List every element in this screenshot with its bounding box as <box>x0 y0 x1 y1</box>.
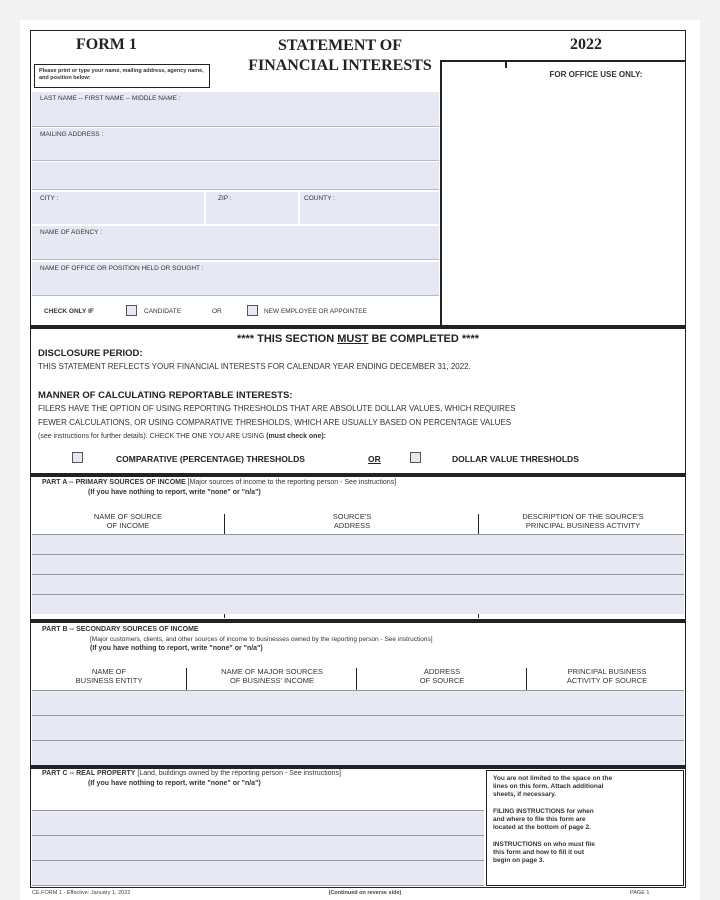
table-row[interactable] <box>32 690 684 715</box>
part-b-table <box>32 690 684 765</box>
county-label: COUNTY : <box>304 195 335 202</box>
candidate-check-row <box>32 300 439 324</box>
table-row[interactable] <box>32 574 684 594</box>
comparative-checkbox[interactable] <box>72 452 83 463</box>
side-note-line: begin on page 3. <box>493 857 545 864</box>
print-note: Please print or type your name, mailing address, agency name, and position below: <box>39 68 204 81</box>
part-c-nothing-note: (If you have nothing to report, write "none" or "n/a") <box>88 780 261 787</box>
agency-field[interactable] <box>32 226 439 260</box>
mailing-address-label: MAILING ADDRESS : <box>40 131 104 138</box>
part-b-nothing-note: (If you have nothing to report, write "none" or "n/a") <box>90 645 263 652</box>
part-a-col-activity: DESCRIPTION OF THE SOURCE'S PRINCIPAL BUSINESS ACTIVITY <box>522 512 644 530</box>
table-row[interactable] <box>32 810 484 835</box>
manner-line3: (see instructions for further details). CHECK THE ONE YOU ARE USING (must check one): <box>38 433 327 440</box>
comparative-label: COMPARATIVE (PERCENTAGE) THRESHOLDS <box>116 454 305 464</box>
table-row[interactable] <box>32 835 484 860</box>
part-b-title: PART B -- SECONDARY SOURCES OF INCOME <box>42 626 199 633</box>
part-b-note: [Major customers, clients, and other sources of income to businesses owned by the reporting person - See instructions] <box>90 636 433 643</box>
city-field[interactable] <box>32 192 204 224</box>
manner-line2: FEWER CALCULATIONS, OR USING COMPARATIVE THRESHOLDS, WHICH ARE USUALLY BASED ON PERCENTAGE VALUES <box>38 418 512 427</box>
table-row[interactable] <box>32 740 684 765</box>
city-label: CITY : <box>40 195 59 202</box>
form-label: FORM 1 <box>76 36 137 53</box>
name-label: LAST NAME -- FIRST NAME -- MIDDLE NAME : <box>40 95 181 102</box>
table-row[interactable] <box>32 860 484 886</box>
side-note-line: located at the bottom of page 2. <box>493 824 591 831</box>
table-row[interactable] <box>32 534 684 554</box>
part-c-table <box>32 810 484 886</box>
table-row[interactable] <box>32 594 684 614</box>
side-note-line: sheets, if necessary. <box>493 791 557 798</box>
part-b-col-activity: PRINCIPAL BUSINESS ACTIVITY OF SOURCE <box>566 667 648 685</box>
new-employee-label: NEW EMPLOYEE OR APPOINTEE <box>264 308 367 315</box>
form-year: 2022 <box>570 36 602 53</box>
zip-field[interactable] <box>206 192 298 224</box>
county-field[interactable] <box>300 192 439 224</box>
part-b-col-address: ADDRESS OF SOURCE <box>419 667 465 685</box>
disclosure-title: DISCLOSURE PERIOD: <box>38 348 143 359</box>
side-note-line: this form and how to fill it out <box>493 849 584 856</box>
office-field[interactable] <box>32 262 439 296</box>
side-note-line: You are not limited to the space on the <box>493 775 613 782</box>
footer-left: CE FORM 1 - Effective: January 1, 2022 <box>32 890 131 896</box>
side-note-line: and where to file this form are <box>493 816 586 823</box>
table-row[interactable] <box>32 554 684 574</box>
table-row[interactable] <box>32 715 684 740</box>
must-complete-heading: **** THIS SECTION MUST BE COMPLETED **** <box>236 333 480 345</box>
dollar-value-checkbox[interactable] <box>410 452 421 463</box>
office-use-label: FOR OFFICE USE ONLY: <box>549 70 643 79</box>
part-a-nothing-note: (If you have nothing to report, write "none" or "n/a") <box>88 489 261 496</box>
check-only-label: CHECK ONLY IF <box>44 308 94 315</box>
or-label: OR <box>212 308 222 315</box>
mailing-address-line2-field[interactable] <box>32 162 439 190</box>
side-note-line: INSTRUCTIONS on who must file <box>493 841 595 848</box>
side-notes-box <box>486 770 684 886</box>
part-a-table <box>32 534 684 614</box>
footer-page-number: PAGE 1 <box>630 890 650 896</box>
part-a-title: PART A -- PRIMARY SOURCES OF INCOME [Major sources of income to the reporting person - See instructions] <box>42 479 397 486</box>
office-label: NAME OF OFFICE OR POSITION HELD OR SOUGHT : <box>40 265 204 272</box>
disclosure-text: THIS STATEMENT REFLECTS YOUR FINANCIAL INTERESTS FOR CALENDAR YEAR ENDING DECEMBER 31, 2022. <box>38 362 471 371</box>
print-note-box <box>34 64 210 88</box>
candidate-checkbox[interactable] <box>126 305 137 316</box>
new-employee-checkbox[interactable] <box>247 305 258 316</box>
mailing-address-field[interactable] <box>32 128 439 161</box>
name-field[interactable] <box>32 92 439 127</box>
side-note-line: lines on this form. Attach additional <box>493 783 604 790</box>
dollar-value-label: DOLLAR VALUE THRESHOLDS <box>452 454 579 464</box>
footer-center: (Continued on reverse side) <box>328 890 402 896</box>
threshold-or-label: OR <box>368 454 381 464</box>
side-note-line: FILING INSTRUCTIONS for when <box>493 808 594 815</box>
part-a-col-name: NAME OF SOURCE OF INCOME <box>93 512 163 530</box>
form-page <box>20 20 700 900</box>
part-a-col-address: SOURCE'S ADDRESS <box>332 512 372 530</box>
part-c-title: PART C -- REAL PROPERTY [Land, buildings owned by the reporting person - See instructions] <box>42 770 341 777</box>
manner-title: MANNER OF CALCULATING REPORTABLE INTERESTS: <box>38 390 293 401</box>
part-b-col-major-sources: NAME OF MAJOR SOURCES OF BUSINESS' INCOME <box>221 667 323 685</box>
part-b-col-entity: NAME OF BUSINESS ENTITY <box>75 667 143 685</box>
zip-label: ZIP : <box>218 195 232 202</box>
agency-label: NAME OF AGENCY : <box>40 229 103 236</box>
manner-line1: FILERS HAVE THE OPTION OF USING REPORTING THRESHOLDS THAT ARE ABSOLUTE DOLLAR VALUES, WHICH REQUIRES <box>38 404 516 413</box>
candidate-label: CANDIDATE <box>144 308 182 315</box>
form-title: STATEMENT OF FINANCIAL INTERESTS <box>248 37 432 74</box>
